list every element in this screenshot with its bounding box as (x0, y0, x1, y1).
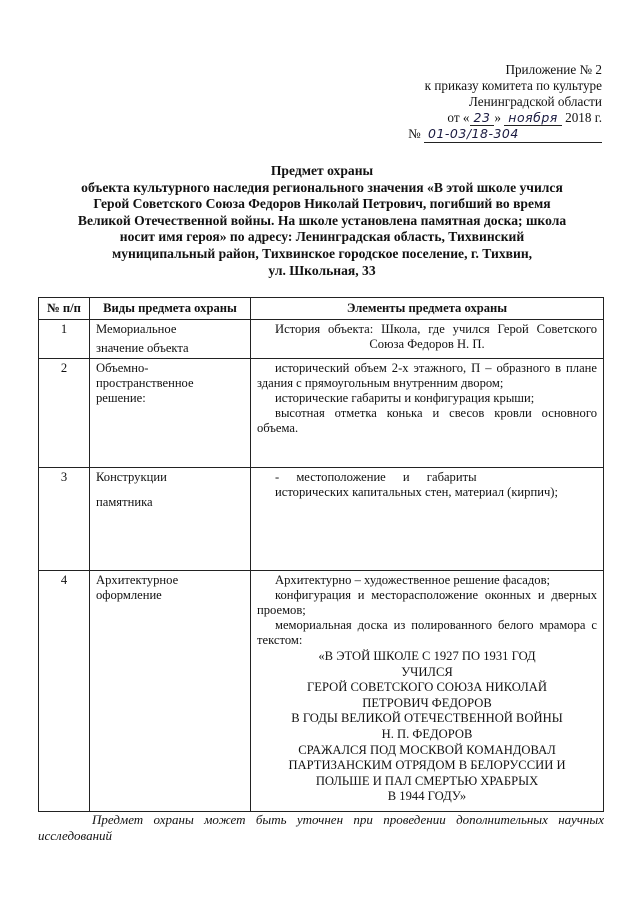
header-number: № п/п (39, 298, 90, 320)
table-row (39, 571, 604, 812)
plaque-line: СРАЖАЛСЯ ПОД МОСКВОЙ КОМАНДОВАЛ (298, 742, 556, 757)
title-line: Герой Советского Союза Федоров Николай Петрович, погибший во время (93, 196, 551, 212)
header-type: Виды предмета охраны (90, 298, 251, 320)
row-number: 1 (39, 320, 90, 359)
title-line: Великой Отечественной войны. На школе установлена памятная доска; школа (77, 212, 567, 228)
row-type-line: значение объекта (96, 341, 189, 355)
appendix-number: Приложение № 2 (505, 62, 602, 77)
plaque-line: ПОЛЬШЕ И ПАЛ СМЕРТЬЮ ХРАБРЫХ (315, 773, 539, 788)
plaque-line: В ГОДЫ ВЕЛИКОЙ ОТЕЧЕСТВЕННОЙ ВОЙНЫ (291, 711, 563, 726)
table-row (39, 359, 604, 468)
appendix-number-line: № 01-03/18-304 (342, 126, 602, 143)
appendix-order-line: к приказу комитета по культуре (424, 78, 602, 93)
row-type-line: решение: (96, 391, 146, 405)
row-elements (251, 468, 604, 571)
element-paragraph: История объекта: Школа, где учился Герой Советского Союза Федоров Н. П. (275, 322, 597, 351)
row-type-line: Объемно- (96, 361, 149, 375)
table-row (39, 320, 604, 359)
row-type (90, 571, 251, 812)
plaque-line: УЧИЛСЯ (401, 664, 453, 679)
element-paragraph: мемориальная доска из полированного белого мрамора с текстом: (257, 618, 597, 647)
row-type-line: пространственное (96, 376, 194, 390)
appendix-region-line: Ленинградской области (468, 94, 602, 109)
row-elements (251, 359, 604, 468)
table-header-row (39, 298, 604, 320)
row-number: 2 (39, 359, 90, 468)
row-type (90, 320, 251, 359)
element-paragraph: исторический объем 2-х этажного, П – образного в плане здания с прямоугольным внутренним двором; (257, 361, 597, 390)
plaque-line: ГЕРОЙ СОВЕТСКОГО СОЮЗА НИКОЛАЙ (306, 680, 547, 695)
handwritten-day: 23 (470, 110, 495, 126)
handwritten-order-number: 01-03/18-304 (424, 126, 602, 143)
row-type-line: Архитектурное (96, 573, 179, 587)
title-line: муниципальный район, Тихвинское городское поселение, г. Тихвин, (111, 245, 533, 261)
plaque-line: В 1944 ГОДУ» (387, 789, 467, 804)
plaque-line: ПАРТИЗАНСКИМ ОТРЯДОМ В БЕЛОРУССИИ И (288, 758, 566, 773)
protection-subject-table (38, 297, 604, 812)
title-line: Предмет охраны (270, 163, 374, 178)
appendix-header (342, 62, 602, 143)
row-number: 4 (39, 571, 90, 812)
row-type-line: оформление (96, 588, 162, 602)
element-paragraph: - местоположение и габариты (275, 470, 477, 484)
element-paragraph: Архитектурно – художественное решение фасадов; (275, 573, 551, 587)
handwritten-month: ноября (504, 110, 562, 126)
header-elements: Элементы предмета охраны (251, 298, 604, 320)
row-type-line: памятника (96, 495, 153, 509)
row-type (90, 468, 251, 571)
memorial-plaque-text (257, 649, 597, 805)
row-type-line: Мемориальное (96, 322, 177, 336)
appendix-date-line: от « 23 » ноября 2018 г. (447, 110, 602, 125)
table-row (39, 468, 604, 571)
row-elements (251, 571, 604, 812)
title-line: ул. Школьная, 33 (268, 262, 376, 278)
row-elements (251, 320, 604, 359)
plaque-line: Н. П. ФЕДОРОВ (381, 726, 473, 741)
title-line: объекта культурного наследия регионального значения «В этой школе учился (81, 179, 563, 195)
footer-note: Предмет охраны может быть уточнен при проведении дополнительных научных исследований (38, 812, 604, 843)
plaque-line: ПЕТРОВИЧ ФЕДОРОВ (362, 695, 492, 710)
element-paragraph: исторических капитальных стен, материал (кирпич); (275, 485, 558, 499)
document-title (38, 163, 606, 279)
row-type (90, 359, 251, 468)
element-paragraph: конфигурация и месторасположение оконных и дверных проемов; (257, 588, 597, 617)
title-line: носит имя героя» по адресу: Ленинградская область, Тихвинский (119, 229, 525, 245)
plaque-line: «В ЭТОЙ ШКОЛЕ С 1927 ПО 1931 ГОД (318, 649, 536, 663)
element-paragraph: высотная отметка конька и свесов кровли основного объема. (257, 406, 597, 435)
row-type-line: Конструкции (96, 470, 167, 484)
element-paragraph: исторические габариты и конфигурация крыши; (275, 391, 535, 405)
row-number: 3 (39, 468, 90, 571)
